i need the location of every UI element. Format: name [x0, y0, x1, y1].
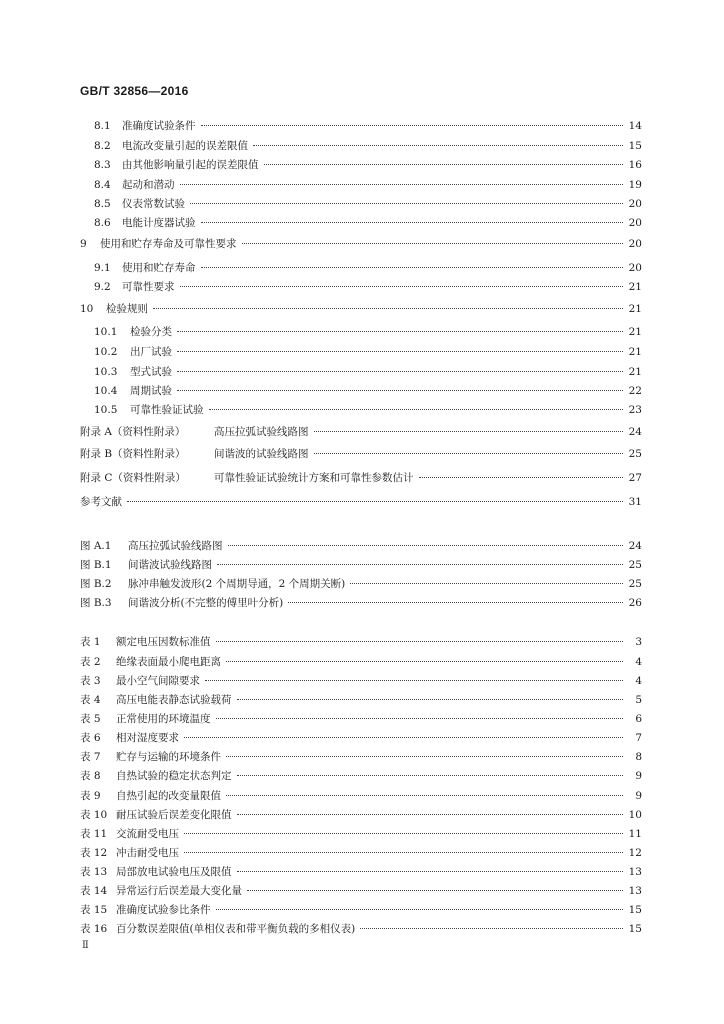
dot-leader	[350, 583, 623, 584]
toc-entry-page: 23	[628, 404, 642, 416]
toc-entry-number: 10.2	[94, 346, 118, 358]
dot-leader	[205, 680, 623, 681]
table-entry-number: 表 8	[80, 770, 101, 782]
toc-entry-title: 高压拉弧试验线路图	[214, 426, 309, 438]
figure-entry[interactable]	[80, 538, 642, 554]
table-entry-title: 正常使用的环境温度	[116, 713, 211, 725]
table-entry[interactable]	[80, 749, 642, 765]
table-entry-page: 3	[635, 636, 642, 648]
toc-entry[interactable]	[80, 494, 642, 510]
toc-entry-page: 21	[628, 346, 642, 358]
table-entry-title: 异常运行后误差最大变化量	[116, 885, 242, 897]
table-entry[interactable]	[80, 864, 642, 880]
toc-entry-number: 附录 B（资料性附录）	[80, 448, 186, 460]
toc-entry[interactable]	[94, 118, 642, 134]
toc-entry-title: 使用和贮存寿命及可靠性要求	[100, 238, 237, 250]
dot-leader	[216, 909, 624, 910]
figure-entry-page: 25	[628, 578, 642, 590]
toc-entry-number: 8.3	[94, 159, 111, 171]
dot-leader	[314, 431, 624, 432]
dot-leader	[226, 756, 623, 757]
dot-leader	[253, 145, 623, 146]
toc-entry-number: 10	[80, 303, 94, 315]
table-entry[interactable]	[80, 845, 642, 861]
toc-entry-title: 准确度试验条件	[122, 120, 196, 132]
table-entry[interactable]	[80, 768, 642, 784]
toc-entry-number: 10.5	[94, 404, 118, 416]
table-entry-number: 表 11	[80, 828, 108, 840]
document-code-header: GB/T 32856—2016	[80, 84, 189, 98]
toc-entry[interactable]	[80, 301, 642, 317]
table-entry[interactable]	[80, 711, 642, 727]
table-entry-page: 9	[635, 790, 642, 802]
dot-leader	[242, 243, 624, 244]
table-entry-title: 高压电能表静态试验载荷	[116, 694, 232, 706]
table-entry-page: 11	[628, 828, 642, 840]
table-entry[interactable]	[80, 634, 642, 650]
table-entry-number: 表 5	[80, 713, 101, 725]
toc-entry-title: 仪表常数试验	[122, 198, 185, 210]
table-entry-number: 表 15	[80, 904, 108, 916]
table-entry-title: 自热引起的改变量限值	[116, 790, 221, 802]
table-entry-title: 准确度试验参比条件	[116, 904, 211, 916]
toc-entry-page: 20	[628, 262, 642, 274]
table-entry[interactable]	[80, 788, 642, 804]
table-entry[interactable]	[80, 730, 642, 746]
figure-entry-title: 脉冲串触发波形(2 个周期导通，2 个周期关断)	[128, 578, 346, 590]
toc-entry[interactable]	[80, 470, 642, 486]
toc-entry-page: 21	[628, 326, 642, 338]
toc-entry-number: 10.3	[94, 366, 118, 378]
table-entry-page: 6	[635, 713, 642, 725]
toc-entry-title: 由其他影响量引起的误差限值	[122, 159, 259, 171]
table-entry-number: 表 1	[80, 636, 101, 648]
toc-entry-title: 出厂试验	[130, 346, 172, 358]
toc-entry[interactable]	[94, 344, 642, 360]
figure-entry-number: 图 B.1	[80, 559, 112, 571]
figure-entry-number: 图 B.3	[80, 597, 112, 609]
toc-entry[interactable]	[80, 424, 642, 440]
toc-entry-title: 电能计度器试验	[122, 217, 196, 229]
dot-leader	[226, 661, 623, 662]
table-entry-title: 自热试验的稳定状态判定	[116, 770, 232, 782]
table-entry[interactable]	[80, 902, 642, 918]
toc-entry[interactable]	[94, 157, 642, 173]
dot-leader	[180, 286, 624, 287]
toc-entry[interactable]	[94, 260, 642, 276]
toc-entry-page: 25	[628, 448, 642, 460]
page-number-footer: Ⅱ	[82, 940, 89, 951]
toc-entry[interactable]	[94, 364, 642, 380]
dot-leader	[314, 453, 624, 454]
table-entry-title: 耐压试验后误差变化限值	[116, 809, 232, 821]
toc-entry-page: 16	[628, 159, 642, 171]
table-entry-page: 9	[635, 770, 642, 782]
toc-entry-title: 可靠性要求	[122, 281, 175, 293]
table-entry-number: 表 13	[80, 866, 108, 878]
table-entry-number: 表 10	[80, 809, 108, 821]
table-entry-page: 12	[628, 847, 642, 859]
table-entry-number: 表 14	[80, 885, 108, 897]
toc-entry-number: 9.1	[94, 262, 111, 274]
dot-leader	[180, 184, 624, 185]
table-entry[interactable]	[80, 807, 642, 823]
dot-leader	[184, 737, 623, 738]
dot-leader	[216, 718, 624, 719]
table-entry-page: 15	[628, 904, 642, 916]
figure-entry-title: 高压拉弧试验线路图	[128, 540, 223, 552]
toc-entry[interactable]	[94, 196, 642, 212]
toc-entry-title: 间谐波的试验线路图	[214, 448, 309, 460]
toc-entry-number: 9	[80, 238, 87, 250]
toc-entry-number: 附录 C（资料性附录）	[80, 472, 186, 484]
toc-entry-page: 19	[628, 179, 642, 191]
figure-entry-title: 间谐波分析(不完整的傅里叶分析)	[128, 597, 284, 609]
table-entry-title: 百分数误差限值(单相仪表和带平衡负载的多相仪表)	[116, 923, 356, 935]
dot-leader	[288, 602, 623, 603]
figure-entry-title: 间谐波试验线路图	[128, 559, 212, 571]
dot-leader	[127, 501, 623, 502]
dot-leader	[419, 477, 624, 478]
toc-entry-title: 检验规则	[106, 303, 148, 315]
toc-entry[interactable]	[94, 177, 642, 193]
toc-entry-title: 可靠性验证试验	[130, 404, 204, 416]
table-entry[interactable]	[80, 921, 642, 937]
dot-leader	[184, 852, 623, 853]
toc-entry-number: 8.6	[94, 217, 111, 229]
toc-entry-number: 8.2	[94, 140, 111, 152]
toc-entry-page: 20	[628, 217, 642, 229]
table-entry[interactable]	[80, 673, 642, 689]
table-entry-number: 表 2	[80, 656, 101, 668]
toc-entry[interactable]	[94, 215, 642, 231]
table-entry[interactable]	[80, 654, 642, 670]
toc-entry-number: 8.4	[94, 179, 111, 191]
table-entry-title: 最小空气间隙要求	[116, 675, 200, 687]
toc-entry-number: 8.5	[94, 198, 111, 210]
toc-entry-number: 10.1	[94, 326, 118, 338]
toc-entry-title: 型式试验	[130, 366, 172, 378]
table-entry-number: 表 6	[80, 732, 101, 744]
table-entry-page: 5	[635, 694, 642, 706]
toc-entry-number: 参考文献	[80, 496, 122, 508]
table-entry-title: 绝缘表面最小爬电距离	[116, 656, 221, 668]
dot-leader	[226, 795, 623, 796]
toc-entry-number: 8.1	[94, 120, 111, 132]
table-entry-number: 表 12	[80, 847, 108, 859]
toc-entry-page: 21	[628, 303, 642, 315]
table-entry-title: 冲击耐受电压	[116, 847, 179, 859]
toc-entry-number: 附录 A（资料性附录）	[80, 426, 186, 438]
dot-leader	[360, 928, 623, 929]
figure-entry-number: 图 B.2	[80, 578, 112, 590]
toc-entry-number: 9.2	[94, 281, 111, 293]
table-entry-page: 10	[628, 809, 642, 821]
table-entry-page: 4	[635, 675, 642, 687]
table-entry-title: 贮存与运输的环境条件	[116, 751, 221, 763]
toc-entry-page: 31	[628, 496, 642, 508]
toc-entry-page: 24	[628, 426, 642, 438]
toc-entry-title: 起动和潜动	[122, 179, 175, 191]
toc-entry-title: 使用和贮存寿命	[122, 262, 196, 274]
dot-leader	[177, 331, 623, 332]
table-entry-number: 表 9	[80, 790, 101, 802]
dot-leader	[216, 641, 624, 642]
dot-leader	[247, 890, 623, 891]
toc-entry[interactable]	[80, 236, 642, 252]
toc-entry-page: 20	[628, 198, 642, 210]
toc-entry-page: 15	[628, 140, 642, 152]
table-entry-page: 13	[628, 885, 642, 897]
figure-entry-page: 26	[628, 597, 642, 609]
dot-leader	[184, 833, 623, 834]
table-entry-number: 表 7	[80, 751, 101, 763]
table-entry[interactable]	[80, 883, 642, 899]
dot-leader	[177, 390, 623, 391]
table-entry-page: 4	[635, 656, 642, 668]
dot-leader	[228, 545, 624, 546]
toc-entry-number: 10.4	[94, 385, 118, 397]
figure-entry-page: 24	[628, 540, 642, 552]
toc-entry[interactable]	[94, 402, 642, 418]
figure-entry-page: 25	[628, 559, 642, 571]
toc-entry-page: 20	[628, 238, 642, 250]
toc-entry[interactable]	[80, 446, 642, 462]
dot-leader	[264, 164, 624, 165]
table-entry-page: 13	[628, 866, 642, 878]
dot-leader	[190, 203, 623, 204]
figure-entry[interactable]	[80, 557, 642, 573]
dot-leader	[237, 814, 624, 815]
toc-entry[interactable]	[94, 383, 642, 399]
dot-leader	[201, 222, 624, 223]
toc-entry[interactable]	[94, 324, 642, 340]
dot-leader	[177, 371, 623, 372]
dot-leader	[201, 267, 624, 268]
table-entry-page: 7	[635, 732, 642, 744]
table-entry[interactable]	[80, 692, 642, 708]
table-entry-title: 局部放电试验电压及限值	[116, 866, 232, 878]
table-entry-title: 交流耐受电压	[116, 828, 179, 840]
figure-entry-number: 图 A.1	[80, 540, 112, 552]
toc-entry-page: 21	[628, 281, 642, 293]
table-entry-page: 8	[635, 751, 642, 763]
toc-entry-page: 14	[628, 120, 642, 132]
figure-entry[interactable]	[80, 576, 642, 592]
toc-entry[interactable]	[94, 279, 642, 295]
dot-leader	[201, 125, 624, 126]
toc-entry[interactable]	[94, 138, 642, 154]
figure-entry[interactable]	[80, 595, 642, 611]
table-entry[interactable]	[80, 826, 642, 842]
toc-entry-title: 电流改变量引起的误差限值	[122, 140, 248, 152]
dot-leader	[217, 564, 623, 565]
toc-entry-title: 可靠性验证试验统计方案和可靠性参数估计	[214, 472, 414, 484]
dot-leader	[237, 699, 624, 700]
dot-leader	[209, 409, 624, 410]
toc-entry-page: 21	[628, 366, 642, 378]
table-entry-page: 15	[628, 923, 642, 935]
table-entry-number: 表 16	[80, 923, 108, 935]
table-entry-title: 相对湿度要求	[116, 732, 179, 744]
table-entry-number: 表 4	[80, 694, 101, 706]
toc-entry-title: 检验分类	[130, 326, 172, 338]
dot-leader	[237, 871, 624, 872]
dot-leader	[237, 775, 624, 776]
table-entry-number: 表 3	[80, 675, 101, 687]
dot-leader	[153, 308, 623, 309]
table-entry-title: 额定电压因数标准值	[116, 636, 211, 648]
dot-leader	[177, 351, 623, 352]
toc-entry-page: 27	[628, 472, 642, 484]
toc-entry-page: 22	[628, 385, 642, 397]
toc-entry-title: 周期试验	[130, 385, 172, 397]
